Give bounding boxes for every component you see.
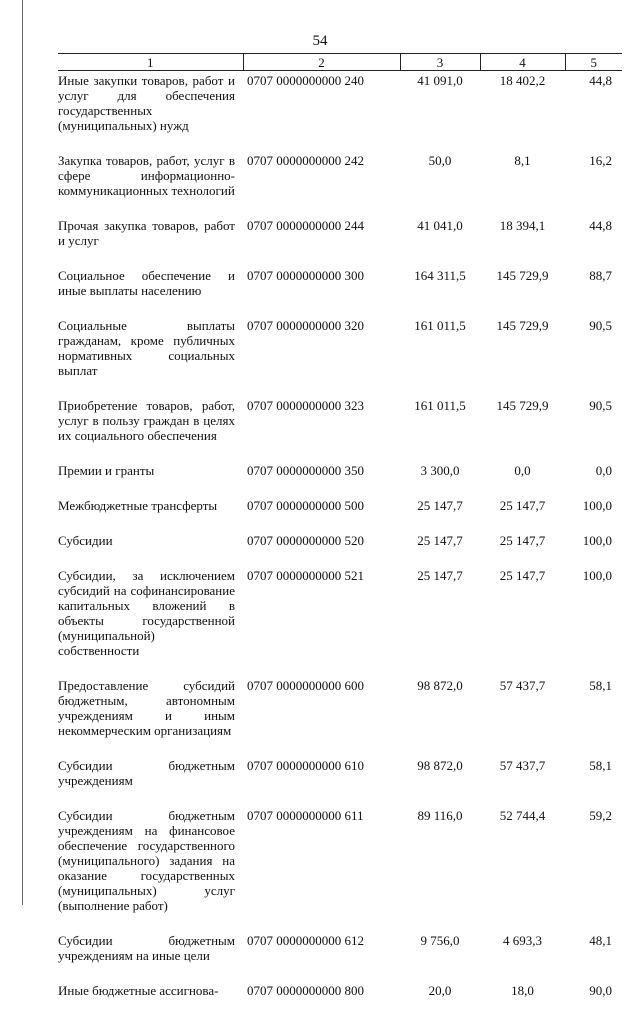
row-executed-amount: 57 437,7 [499, 758, 546, 773]
row-code: 0707 0000000000 521 [247, 568, 364, 583]
row-planned-amount: 98 872,0 [417, 758, 463, 773]
row-planned-amount: 25 147,7 [417, 533, 463, 548]
row-executed-amount: 25 147,7 [499, 498, 546, 513]
row-name: Межбюджетные трансферты [58, 498, 218, 513]
row-name: Премии и гранты [58, 463, 155, 478]
row-code: 0707 0000000000 610 [247, 758, 364, 773]
row-code: 0707 0000000000 612 [247, 933, 364, 948]
budget-table [58, 53, 622, 1016]
row-code: 0707 0000000000 242 [247, 153, 364, 168]
row-name: Социальные выплаты гражданам, кроме публичных нормативных социальных выплат [58, 318, 235, 378]
table-row [58, 496, 622, 531]
row-planned-amount: 161 011,5 [414, 398, 466, 413]
table-row [58, 676, 622, 756]
row-name: Субсидии [58, 533, 113, 548]
page-number: 54 [312, 33, 328, 49]
row-planned-amount: 41 041,0 [417, 218, 463, 233]
column-header: 2 [243, 54, 400, 71]
column-header: 1 [58, 54, 243, 71]
row-planned-amount: 164 311,5 [414, 268, 466, 283]
row-executed-amount: 4 693,3 [503, 933, 542, 948]
row-name: Предоставление субсидий бюджетным, автономным учреждениям и иным некоммерческим организациям [58, 678, 235, 738]
row-executed-amount: 25 147,7 [499, 533, 546, 548]
table-row [58, 396, 622, 461]
row-name: Субсидии бюджетным учреждениям на иные цели [58, 933, 235, 963]
row-name: Закупка товаров, работ, услуг в сфере информационно-коммуникационных технологий [58, 153, 235, 198]
table-row [58, 216, 622, 266]
row-executed-amount: 145 729,9 [496, 268, 549, 283]
row-percent: 100,0 [582, 568, 612, 583]
row-percent: 100,0 [582, 533, 612, 548]
row-code: 0707 0000000000 240 [247, 73, 364, 88]
row-percent: 44,8 [589, 73, 612, 88]
header-row [58, 54, 622, 71]
row-executed-amount: 25 147,7 [499, 568, 546, 583]
row-executed-amount: 57 437,7 [499, 678, 546, 693]
row-planned-amount: 161 011,5 [414, 318, 466, 333]
row-percent: 58,1 [589, 678, 612, 693]
table-row [58, 806, 622, 931]
row-percent: 100,0 [582, 498, 612, 513]
row-executed-amount: 18,0 [511, 983, 534, 998]
table-row [58, 316, 622, 396]
row-planned-amount: 50,0 [428, 153, 452, 168]
row-code: 0707 0000000000 520 [247, 533, 364, 548]
table-row [58, 461, 622, 496]
row-name: Субсидии, за исключением субсидий на софинансирование капитальных вложений в объекты государственной (муниципальной) собственности [58, 568, 235, 658]
row-name: Иные закупки товаров, работ и услуг для обеспечения государственных (муниципальных) нужд [58, 73, 235, 133]
row-percent: 48,1 [589, 933, 612, 948]
row-code: 0707 0000000000 611 [247, 808, 364, 823]
row-percent: 44,8 [589, 218, 612, 233]
row-name: Субсидии бюджетным учреждениям на финансовое обеспечение государственного (муниципального) задания на оказание государственных (муниципальных) услуг (выполнение работ) [58, 808, 235, 913]
row-percent: 16,2 [589, 153, 612, 168]
row-percent: 90,5 [589, 318, 612, 333]
row-code: 0707 0000000000 323 [247, 398, 364, 413]
row-percent: 59,2 [589, 808, 612, 823]
row-planned-amount: 9 756,0 [420, 933, 460, 948]
table-row [58, 266, 622, 316]
row-name: Прочая закупка товаров, работ и услуг [58, 218, 235, 248]
column-header: 3 [400, 54, 480, 71]
row-code: 0707 0000000000 320 [247, 318, 364, 333]
row-name: Социальное обеспечение и иные выплаты населению [58, 268, 235, 298]
table-row [58, 531, 622, 566]
row-planned-amount: 20,0 [428, 983, 452, 998]
row-planned-amount: 25 147,7 [417, 568, 463, 583]
row-percent: 88,7 [589, 268, 612, 283]
table-row [58, 151, 622, 216]
row-executed-amount: 52 744,4 [499, 808, 546, 823]
row-planned-amount: 41 091,0 [417, 73, 463, 88]
row-executed-amount: 18 402,2 [499, 73, 546, 88]
table-row [58, 566, 622, 676]
row-code: 0707 0000000000 300 [247, 268, 364, 283]
row-executed-amount: 18 394,1 [499, 218, 546, 233]
row-executed-amount: 145 729,9 [496, 398, 549, 413]
column-header: 5 [565, 54, 622, 71]
row-code: 0707 0000000000 350 [247, 463, 364, 478]
row-executed-amount: 0,0 [514, 463, 531, 478]
row-code: 0707 0000000000 600 [247, 678, 364, 693]
row-executed-amount: 145 729,9 [496, 318, 549, 333]
column-header: 4 [480, 54, 565, 71]
table-row [58, 71, 622, 152]
row-planned-amount: 98 872,0 [417, 678, 463, 693]
row-percent: 90,5 [589, 398, 612, 413]
row-percent: 58,1 [589, 758, 612, 773]
row-percent: 90,0 [589, 983, 612, 998]
row-executed-amount: 8,1 [514, 153, 531, 168]
row-name: Субсидии бюджетным учреждениям [58, 758, 235, 788]
row-planned-amount: 89 116,0 [417, 808, 463, 823]
row-name: Иные бюджетные ассигнова- [58, 983, 219, 998]
row-planned-amount: 25 147,7 [417, 498, 463, 513]
row-code: 0707 0000000000 500 [247, 498, 364, 513]
row-code: 0707 0000000000 244 [247, 218, 364, 233]
scan-margin-line [22, 0, 23, 905]
table-row [58, 981, 622, 1016]
row-name: Приобретение товаров, работ, услуг в пользу граждан в целях их социального обеспечения [58, 398, 235, 443]
row-percent: 0,0 [595, 463, 612, 478]
row-planned-amount: 3 300,0 [420, 463, 460, 478]
row-code: 0707 0000000000 800 [247, 983, 364, 998]
table-row [58, 756, 622, 806]
table-row [58, 931, 622, 981]
